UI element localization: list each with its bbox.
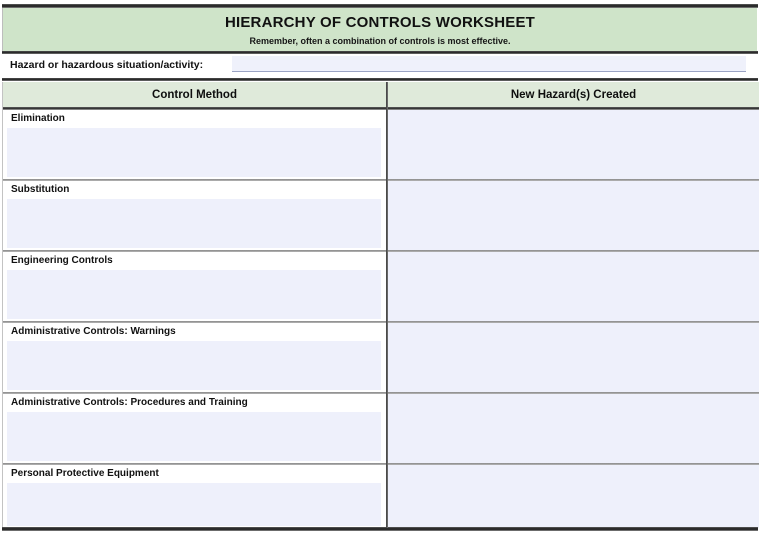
control-method-input[interactable] — [7, 483, 381, 526]
column-header-control-method: Control Method — [152, 89, 237, 101]
title-band-bottom-rule — [2, 51, 758, 54]
cell-new-hazards — [388, 465, 759, 528]
new-hazards-input[interactable] — [388, 181, 759, 250]
row-label: Engineering Controls — [11, 255, 113, 266]
control-method-input[interactable] — [7, 341, 381, 390]
table-row — [3, 110, 759, 179]
cell-control-method — [3, 181, 386, 250]
cell-new-hazards — [388, 110, 759, 179]
table-top-rule — [2, 78, 758, 81]
row-separator — [3, 321, 759, 323]
row-label: Personal Protective Equipment — [11, 468, 159, 479]
table-row — [3, 394, 759, 463]
page-subtitle: Remember, often a combination of controls is most effective. — [249, 36, 511, 46]
table-row — [3, 465, 759, 528]
column-divider — [386, 82, 388, 528]
page-title: HIERARCHY OF CONTROLS WORKSHEET — [224, 14, 536, 31]
cell-new-hazards — [388, 181, 759, 250]
cell-new-hazards — [388, 323, 759, 392]
row-separator — [3, 463, 759, 465]
cell-control-method — [3, 465, 386, 528]
row-separator — [3, 250, 759, 252]
hazard-field-row — [2, 56, 758, 76]
new-hazards-input[interactable] — [388, 465, 759, 528]
cell-control-method — [3, 394, 386, 463]
table-body — [3, 110, 759, 528]
new-hazards-input[interactable] — [388, 110, 759, 179]
table-row — [3, 323, 759, 392]
row-separator — [3, 392, 759, 394]
control-method-input[interactable] — [7, 412, 381, 461]
cell-new-hazards — [388, 394, 759, 463]
hazard-field-label: Hazard or hazardous situation/activity: — [10, 59, 204, 71]
cell-control-method — [3, 252, 386, 321]
table-header-row — [3, 82, 759, 108]
cell-control-method — [3, 110, 386, 179]
cell-new-hazards — [388, 252, 759, 321]
control-method-input[interactable] — [7, 270, 381, 319]
row-label: Elimination — [11, 113, 65, 124]
row-separator — [3, 179, 759, 181]
new-hazards-input[interactable] — [388, 394, 759, 463]
control-method-input[interactable] — [7, 199, 381, 248]
hazard-input[interactable] — [232, 56, 746, 72]
controls-table — [2, 82, 758, 528]
row-label: Administrative Controls: Warnings — [11, 326, 176, 337]
row-label: Substitution — [11, 184, 70, 195]
new-hazards-input[interactable] — [388, 252, 759, 321]
bottom-border-rule — [2, 527, 758, 531]
table-row — [3, 181, 759, 250]
new-hazards-input[interactable] — [388, 323, 759, 392]
cell-control-method — [3, 323, 386, 392]
column-header-new-hazards: New Hazard(s) Created — [510, 89, 637, 101]
control-method-input[interactable] — [7, 128, 381, 177]
title-band — [2, 8, 758, 52]
table-row — [3, 252, 759, 321]
table-header-bottom-rule — [3, 107, 759, 110]
row-label: Administrative Controls: Procedures and Training — [11, 397, 248, 408]
